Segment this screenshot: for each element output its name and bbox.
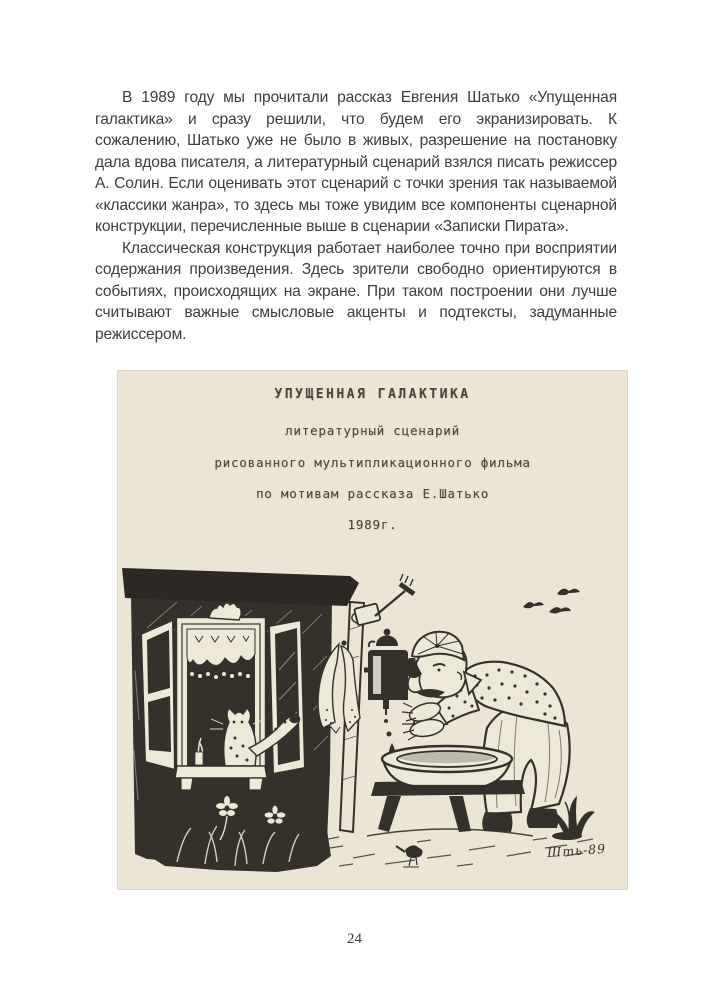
lace-curtain: [187, 629, 255, 666]
typed-title: УПУЩЕННАЯ ГАЛАКТИКА: [274, 387, 471, 402]
sky-birds: [523, 589, 580, 614]
page-number: 24: [347, 931, 362, 947]
toothbrush: [375, 574, 414, 616]
typed-year: 1989г.: [347, 517, 398, 532]
illustration-drawing: [117, 370, 628, 890]
paragraph-1: В 1989 году мы прочитали рассказ Евгения Шатько «Упущенная галактика» и сразу решили, что будем его экранизировать. К сожалению, Шатько уже не было в живых, разрешение на постановку дала вдова писателя, а литературный сценарий взялся писать режиссер А. Солин. Если оценивать этот сценарий с точки зрения так называемой «классики жанра», то здесь мы тоже увидим все компоненты сценарной конструкции, перечисленные выше в сценарии «Записки Пирата».: [95, 89, 617, 235]
typed-subtitle-3: по мотивам рассказа Е.Шатько: [255, 486, 490, 501]
small-bird: [396, 845, 423, 867]
scenario-title-page-scan: [117, 370, 628, 890]
man-washing: [402, 632, 570, 832]
typed-subtitle-1: литературный сценарий: [285, 423, 460, 438]
artist-signature: Шть-89: [546, 840, 607, 861]
body-text: [95, 87, 617, 345]
window: [141, 603, 305, 790]
typed-subtitle-2: рисованного мультипликационного фильма: [214, 455, 531, 470]
paragraph-2: Классическая конструкция работает наиболее точно при восприятии содержания произведения. Здесь зрители свободно ориентируются в событиях, происходящих на экране. При таком построении они лучше считывают важные смысловые акценты и подтексты, задуманные режиссером.: [95, 239, 617, 343]
washstand-tank: [364, 629, 408, 758]
